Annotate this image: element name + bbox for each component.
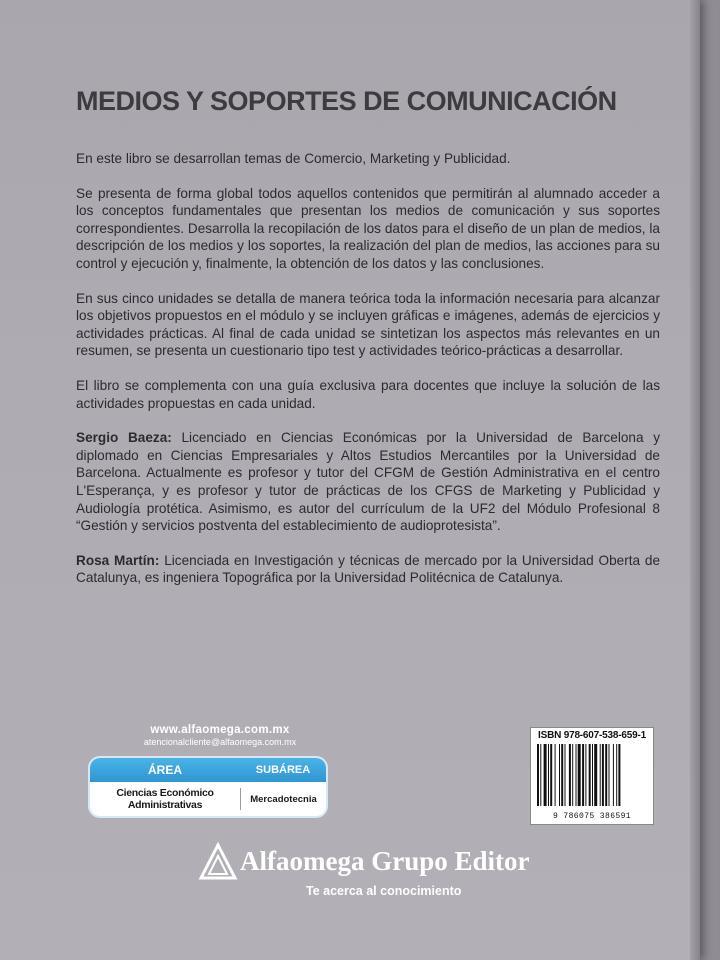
paragraph-overview: Se presenta de forma global todos aquellos contenidos que permitirán al alumnado acceder a los conceptos fundamentales que presentan los medios de comunicación y sus soportes correspondientes. Desarrolla la recopilación de los datos para el diseño de un plan de medios, la descripción de los medios y los soportes, la realización del plan de medios, las acciones para su control y ejecución y, finalmente, la obtención de los datos y las conclusiones. — [76, 185, 660, 271]
area-label: ÁREA — [147, 763, 182, 777]
paragraph-guide: El libro se complementa con una guía exclusiva para docentes que incluye la solución de las actividades propuestas en cada unidad. — [76, 377, 660, 411]
author-bio — [76, 429, 660, 535]
email-link[interactable]: atencionalcliente@alfaomega.com.mx — [143, 737, 297, 747]
classification-values — [90, 782, 326, 816]
subarea-label: SUBÁREA — [255, 764, 311, 776]
synopsis — [76, 150, 660, 604]
isbn-barcode — [530, 727, 654, 825]
publisher-logo — [198, 842, 568, 902]
publisher-name: Alfaomega Grupo Editor — [240, 846, 530, 876]
classification-header — [90, 758, 326, 782]
book-title: MEDIOS Y SOPORTES DE COMUNICACIÓN — [76, 86, 617, 116]
publisher-slogan: Te acerca al conocimiento — [306, 884, 462, 898]
cover-edge — [690, 0, 700, 960]
subject-classification — [88, 756, 328, 818]
author-description: Licenciada en Investigación y técnicas de mercado por la Universidad Oberta de Catalunya, es ingeniera Topográfica por la Universidad Politécnica de Catalunya. — [76, 552, 661, 586]
author-name: Rosa Martín: — [76, 552, 160, 568]
barcode-bars — [537, 744, 647, 806]
author-name: Sergio Baeza: — [76, 430, 172, 446]
isbn-label: ISBN 978-607-538-659-1 — [538, 730, 646, 741]
barcode-digits: 9 786075 386591 — [552, 812, 631, 821]
alfaomega-logo-icon — [198, 842, 238, 882]
area-value: Ciencias Económico Administrativas — [116, 787, 214, 811]
subarea-value: Mercadotecnia — [250, 793, 317, 805]
author-description: Licenciado en Ciencias Económicas por la Universidad de Barcelona y diplomado en Ciencias Empresariales y Altos Estudios Mercantiles por la Universidad de Barcelona. Actualmente es profesor y tutor del CFGM de Gestión Administrativa en el centro L'Esperança, y es profesor y tutor de prácticas de los CFGS de Marketing y Publicidad y Audiología protética. Asimismo, es autor del currículum de la UF2 del Módulo Profesional 8 “Gestión y servicios postventa del establecimiento de audioprotesista”. — [76, 430, 661, 534]
paragraph-intro: En este libro se desarrollan temas de Comercio, Marketing y Publicidad. — [76, 151, 511, 166]
author-bio — [76, 552, 660, 587]
website-link[interactable]: www.alfaomega.com.mx — [150, 724, 290, 736]
publisher-contact — [130, 724, 310, 747]
paragraph-units: En sus cinco unidades se detalla de manera teórica toda la información necesaria para alcanzar los objetivos propuestos en el módulo y se incluyen gráficas e imágenes, además de ejercicios y actividades prácticas. Al final de cada unidad se sintetizan los aspectos más relevantes en un resumen, se presenta un cuestionario tipo test y actividades teórico-prácticas a desarrollar. — [76, 290, 660, 359]
